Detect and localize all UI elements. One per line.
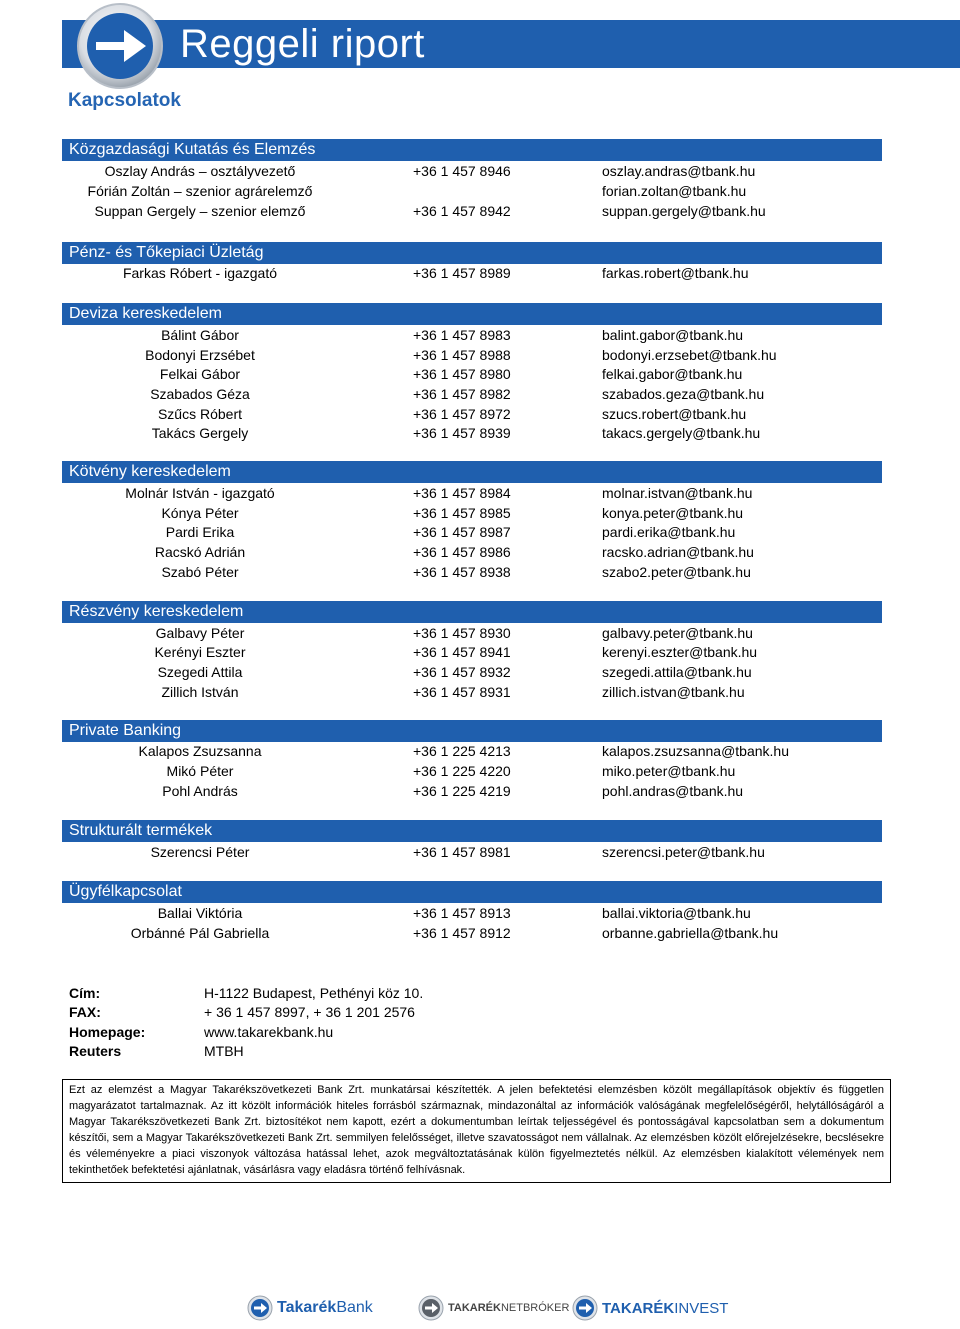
contact-email[interactable]: kalapos.zsuzsanna@tbank.hu (602, 743, 789, 759)
contact-name: Kónya Péter (161, 505, 239, 521)
takarekbank-logo (247, 1291, 373, 1325)
contact-name: Oszlay András – osztályvezető (104, 163, 296, 179)
section-header-research: Közgazdasági Kutatás és Elemzés (62, 139, 882, 161)
contact-email[interactable]: oszlay.andras@tbank.hu (602, 163, 756, 179)
report-title: Reggeli riport (180, 22, 425, 66)
contact-row (0, 263, 960, 283)
contact-name: Felkai Gábor (159, 366, 241, 382)
page-title: Kapcsolatok (68, 90, 181, 111)
contact-phone: +36 1 225 4213 (413, 743, 511, 759)
contact-email[interactable]: orbanne.gabriella@tbank.hu (602, 925, 779, 941)
contact-email[interactable]: pohl.andras@tbank.hu (602, 783, 744, 799)
contact-email[interactable]: balint.gabor@tbank.hu (602, 327, 744, 343)
contact-row (0, 761, 960, 781)
contact-name: Molnár István - igazgató (125, 485, 275, 501)
takareknetbroker-logo (418, 1291, 569, 1325)
contact-phone: +36 1 457 8930 (413, 625, 511, 641)
logo2-text-a: TAKARÉK (448, 1302, 501, 1314)
contact-name: Kerényi Eszter (154, 644, 246, 660)
contact-email[interactable]: felkai.gabor@tbank.hu (602, 366, 743, 382)
contact-name: Farkas Róbert - igazgató (122, 265, 278, 281)
contact-row (0, 345, 960, 365)
contact-email[interactable]: takacs.gergely@tbank.hu (602, 425, 761, 441)
contact-row (0, 384, 960, 404)
section-header-private-banking: Private Banking (62, 720, 882, 742)
logo1-text-b: Bank (336, 1299, 373, 1316)
reuters-label: Reuters (69, 1043, 122, 1059)
contact-name: Pohl András (162, 783, 238, 799)
contact-phone: +36 1 457 8912 (413, 925, 511, 941)
contact-email[interactable]: forian.zoltan@tbank.hu (602, 183, 747, 199)
contact-row (0, 842, 960, 862)
contact-row (0, 741, 960, 761)
contact-name: Takács Gergely (151, 425, 249, 441)
takarekinvest-logo-icon (572, 1295, 598, 1321)
contact-email[interactable]: szegedi.attila@tbank.hu (602, 664, 752, 680)
contact-row (0, 923, 960, 943)
contact-phone: +36 1 457 8941 (413, 644, 511, 660)
section-header-structured-products: Strukturált termékek (62, 820, 882, 842)
contact-email[interactable]: konya.peter@tbank.hu (602, 505, 744, 521)
contact-phone: +36 1 457 8980 (413, 366, 511, 382)
contact-row (0, 423, 960, 443)
contact-phone: +36 1 457 8989 (413, 265, 511, 281)
section-header-fx: Deviza kereskedelem (62, 303, 882, 325)
contact-row (0, 623, 960, 643)
address-label: Cím: (69, 985, 101, 1001)
section-header-bonds: Kötvény kereskedelem (62, 461, 882, 483)
address-value: H-1122 Budapest, Pethényi köz 10. (204, 985, 424, 1001)
contact-email[interactable]: miko.peter@tbank.hu (602, 763, 736, 779)
contact-email[interactable]: suppan.gergely@tbank.hu (602, 203, 766, 219)
logo1-text-a: Takarék (277, 1299, 337, 1316)
contact-name: Mikó Péter (166, 763, 234, 779)
contact-name: Racskó Adrián (154, 544, 246, 560)
fax-value: + 36 1 457 8997, + 36 1 201 2576 (204, 1004, 415, 1020)
contact-name: Szerencsi Péter (150, 844, 250, 860)
contact-row (0, 181, 960, 201)
contact-row (0, 201, 960, 221)
contact-phone: +36 1 457 8983 (413, 327, 511, 343)
logo3-text-a: TAKARÉK (602, 1299, 675, 1317)
arrow-logo-icon (62, 2, 172, 90)
contact-phone: +36 1 457 8931 (413, 684, 511, 700)
contact-email[interactable]: zillich.istvan@tbank.hu (602, 684, 745, 700)
takarekinvest-logo (572, 1291, 728, 1325)
contact-phone: +36 1 225 4219 (413, 783, 511, 799)
contact-email[interactable]: galbavy.peter@tbank.hu (602, 625, 753, 641)
disclaimer-box: Ezt az elemzést a Magyar Takarékszövetkezeti Bank Zrt. munkatársai készítették. A jelen befektetési elemzésben közölt megállapítások objektív és független magyarázatot tartalmaznak. Az itt közölt információk hiteles forrásból származnak, mindazonáltal az információk valóságának megfelelőségéről, helytállóságáról a Magyar Takarékszövetkezeti Bank Zrt. biztosítékot nem kapott, ezért a dokumentumban leírtak teljességével és pontosságával kapcsolatban sem a dokumentum készítői, sem a Magyar Takarékszövetkezeti Bank Zrt. semmilyen felelősséget, illetve szavatosságot nem vállalnak. Az elemzésben közölt előrejelzésekre, becslésekre és véleményekre a piaci viszonyok változása hatással lehet, azok megváltoztatásának külön figyelmeztetés nélkül. Az elemzésben kialakított vélemények nem tekinthetőek befektetési ajánlatnak, vásárlásra vagy eladásra történő felhívásnak. (62, 1079, 891, 1183)
logo3-text-b: INVEST (674, 1299, 729, 1317)
contact-name: Pardi Erika (165, 524, 235, 540)
contact-phone: +36 1 457 8913 (413, 905, 511, 921)
contact-row (0, 662, 960, 682)
contact-phone: +36 1 457 8985 (413, 505, 511, 521)
contact-email[interactable]: racsko.adrian@tbank.hu (602, 544, 754, 560)
contact-row (0, 522, 960, 542)
logo2-text-b: NETBRÓKER (500, 1302, 570, 1314)
takareknetbroker-logo-icon (418, 1295, 444, 1321)
section-header-equities: Részvény kereskedelem (62, 601, 882, 623)
contact-row (0, 682, 960, 702)
contact-name: Zillich István (161, 684, 239, 700)
contact-phone: +36 1 457 8984 (413, 485, 511, 501)
contact-name: Szűcs Róbert (157, 406, 243, 422)
contact-phone: +36 1 457 8988 (413, 347, 511, 363)
contact-name: Bálint Gábor (161, 327, 239, 343)
contact-name: Orbánné Pál Gabriella (130, 925, 270, 941)
contact-row (0, 642, 960, 662)
contact-phone: +36 1 457 8987 (413, 524, 511, 540)
contact-phone: +36 1 457 8986 (413, 544, 511, 560)
contact-email[interactable]: kerenyi.eszter@tbank.hu (602, 644, 758, 660)
homepage-link[interactable]: www.takarekbank.hu (204, 1024, 334, 1040)
contact-row (0, 483, 960, 503)
contact-email[interactable]: szabados.geza@tbank.hu (602, 386, 765, 402)
contact-email[interactable]: pardi.erika@tbank.hu (602, 524, 736, 540)
contact-email[interactable]: szabo2.peter@tbank.hu (602, 564, 751, 580)
contact-email[interactable]: szucs.robert@tbank.hu (602, 406, 747, 422)
contact-phone: +36 1 457 8938 (413, 564, 511, 580)
takarekbank-logo-icon (247, 1295, 273, 1321)
contact-email[interactable]: bodonyi.erzsebet@tbank.hu (602, 347, 777, 363)
contact-phone: +36 1 457 8946 (413, 163, 511, 179)
contact-row (0, 364, 960, 384)
contact-row (0, 404, 960, 424)
contact-name: Szabó Péter (161, 564, 239, 580)
contact-phone: +36 1 457 8981 (413, 844, 511, 860)
contact-phone: +36 1 457 8942 (413, 203, 511, 219)
contact-phone: +36 1 457 8972 (413, 406, 511, 422)
contact-phone: +36 1 225 4220 (413, 763, 511, 779)
contact-name: Szabados Géza (150, 386, 250, 402)
contact-phone: +36 1 457 8939 (413, 425, 511, 441)
contact-email[interactable]: farkas.robert@tbank.hu (602, 265, 749, 281)
contact-phone: +36 1 457 8932 (413, 664, 511, 680)
contact-row (0, 161, 960, 181)
contact-row (0, 542, 960, 562)
section-header-client-relations: Ügyfélkapcsolat (62, 881, 882, 903)
contact-row (0, 325, 960, 345)
contact-name: Galbavy Péter (155, 625, 245, 641)
reuters-value: MTBH (204, 1043, 244, 1059)
contact-row (0, 503, 960, 523)
contact-name: Fórián Zoltán – szenior agrárelemző (87, 183, 313, 199)
contact-name: Kalapos Zsuzsanna (138, 743, 262, 759)
contact-email[interactable]: molnar.istvan@tbank.hu (602, 485, 753, 501)
contact-email[interactable]: szerencsi.peter@tbank.hu (602, 844, 765, 860)
contact-name: Bodonyi Erzsébet (145, 347, 255, 363)
contact-row (0, 781, 960, 801)
contact-phone: +36 1 457 8982 (413, 386, 511, 402)
contact-row (0, 562, 960, 582)
contact-name: Szegedi Attila (157, 664, 243, 680)
fax-label: FAX: (69, 1004, 101, 1020)
contact-row (0, 903, 960, 923)
contact-name: Ballai Viktória (157, 905, 243, 921)
contact-email[interactable]: ballai.viktoria@tbank.hu (602, 905, 751, 921)
homepage-label: Homepage: (69, 1024, 146, 1040)
section-header-capital-markets: Pénz- és Tőkepiaci Üzletág (62, 242, 882, 264)
contact-name: Suppan Gergely – szenior elemző (94, 203, 306, 219)
